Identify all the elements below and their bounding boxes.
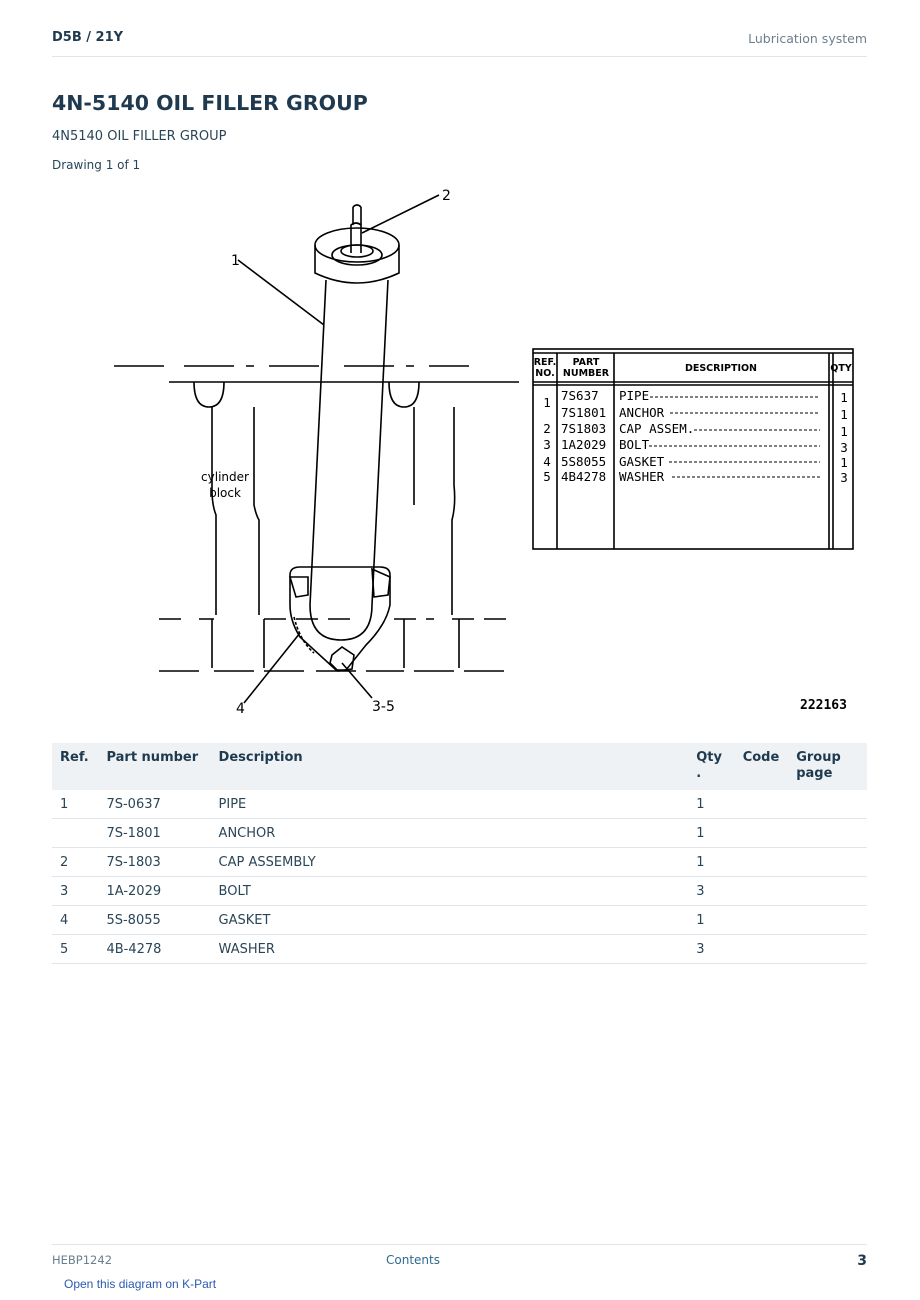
page-header: [52, 28, 867, 57]
inset-row-2-qty: 1: [840, 407, 848, 422]
cell-description: PIPE: [211, 790, 689, 819]
section-label: Lubrication system: [748, 31, 867, 46]
header-part-number: Part number: [98, 743, 210, 790]
cell-code: [735, 819, 789, 848]
inset-row-5-desc: GASKET: [619, 454, 665, 469]
inset-row-5-ref: 4: [543, 454, 551, 469]
cell-description: GASKET: [211, 906, 689, 935]
inset-row-6-qty: 3: [840, 470, 848, 485]
table-row: [52, 819, 867, 848]
cell-ref: 5: [52, 935, 98, 964]
cell-group-page: [788, 906, 867, 935]
contents-link[interactable]: Contents: [386, 1253, 440, 1267]
inset-row-6-desc: WASHER: [619, 469, 665, 484]
inset-row-3-part: 7S1803: [561, 421, 607, 436]
cell-description: CAP ASSEMBLY: [211, 848, 689, 877]
header-group-page: Group page: [788, 743, 867, 790]
header-description: Description: [211, 743, 689, 790]
cell-part-number: 7S-1803: [98, 848, 210, 877]
cell-ref: [52, 819, 98, 848]
inset-row-1-part: 7S637: [561, 388, 599, 403]
drawing-number: 222163: [800, 698, 847, 713]
table-row: [52, 790, 867, 819]
header-code: Code: [735, 743, 789, 790]
cell-qty: 1: [688, 819, 734, 848]
block-label-line-2: block: [209, 486, 241, 500]
cell-group-page: [788, 935, 867, 964]
oil-filler-drawing: [104, 185, 864, 725]
cell-qty: 1: [688, 906, 734, 935]
inset-row-3-qty: 1: [840, 424, 848, 439]
cell-description: BOLT: [211, 877, 689, 906]
parts-table-header: [52, 743, 867, 790]
cell-qty: 3: [688, 935, 734, 964]
cell-part-number: 5S-8055: [98, 906, 210, 935]
inset-row-1-desc: PIPE: [619, 388, 650, 403]
cell-description: WASHER: [211, 935, 689, 964]
cell-qty: 3: [688, 877, 734, 906]
block-label-line-1: cylinder: [201, 470, 249, 484]
cell-group-page: [788, 848, 867, 877]
inset-row-2-desc: ANCHOR: [619, 405, 665, 420]
cell-qty: 1: [688, 848, 734, 877]
cell-code: [735, 848, 789, 877]
table-row: [52, 906, 867, 935]
inset-header-ref-2: NO.: [535, 368, 555, 379]
inset-row-4-desc: BOLT: [619, 437, 650, 452]
inset-row-2-part: 7S1801: [561, 405, 607, 420]
document-id: HEBP1242: [52, 1253, 113, 1267]
cell-part-number: 1A-2029: [98, 877, 210, 906]
inset-row-4-qty: 3: [840, 440, 848, 455]
cell-ref: 4: [52, 906, 98, 935]
cell-group-page: [788, 877, 867, 906]
table-row: [52, 935, 867, 964]
cell-ref: 3: [52, 877, 98, 906]
cell-description: ANCHOR: [211, 819, 689, 848]
cell-ref: 2: [52, 848, 98, 877]
page-footer: [52, 1244, 867, 1291]
cell-part-number: 7S-0637: [98, 790, 210, 819]
model-label: D5B / 21Y: [52, 30, 124, 45]
inset-header-part-2: NUMBER: [562, 368, 610, 379]
cell-group-page: [788, 819, 867, 848]
cell-code: [735, 877, 789, 906]
open-diagram-link[interactable]: Open this diagram on K-Part: [64, 1277, 217, 1291]
header-qty: Qty .: [688, 743, 734, 790]
drawing-count: Drawing 1 of 1: [52, 158, 141, 172]
cell-code: [735, 790, 789, 819]
group-subtitle: 4N5140 OIL FILLER GROUP: [52, 129, 227, 144]
inset-header-description: DESCRIPTION: [684, 363, 758, 374]
cell-code: [735, 935, 789, 964]
inset-header-part-1: PART: [572, 357, 600, 368]
cell-part-number: 4B-4278: [98, 935, 210, 964]
inset-header-ref-1: REF.: [533, 357, 557, 368]
table-row: [52, 848, 867, 877]
callout-3-5: 3-5: [372, 699, 395, 715]
table-row: [52, 877, 867, 906]
inset-row-3-ref: 2: [543, 421, 551, 436]
page-number: 3: [857, 1253, 867, 1269]
callout-1: 1: [231, 253, 240, 269]
inset-header-qty: QTY: [830, 363, 852, 374]
header-ref: Ref.: [52, 743, 98, 790]
inset-row-1-qty: 1: [840, 390, 848, 405]
page-title: 4N-5140 OIL FILLER GROUP: [52, 91, 368, 115]
inset-row-4-ref: 3: [543, 437, 551, 452]
cell-code: [735, 906, 789, 935]
inset-row-3-desc: CAP ASSEM.: [619, 421, 695, 436]
inset-row-1-ref: 1: [543, 395, 551, 410]
inset-row-5-part: 5S8055: [561, 454, 607, 469]
document-page: [52, 0, 867, 1300]
inset-row-5-qty: 1: [840, 455, 848, 470]
inset-row-6-part: 4B4278: [561, 469, 607, 484]
callout-2: 2: [442, 188, 451, 204]
parts-table: [52, 743, 867, 964]
inset-row-4-part: 1A2029: [561, 437, 607, 452]
cell-ref: 1: [52, 790, 98, 819]
cell-qty: 1: [688, 790, 734, 819]
inset-row-6-ref: 5: [543, 469, 551, 484]
cell-group-page: [788, 790, 867, 819]
cell-part-number: 7S-1801: [98, 819, 210, 848]
callout-4: 4: [236, 701, 245, 717]
parts-diagram: [104, 185, 864, 725]
